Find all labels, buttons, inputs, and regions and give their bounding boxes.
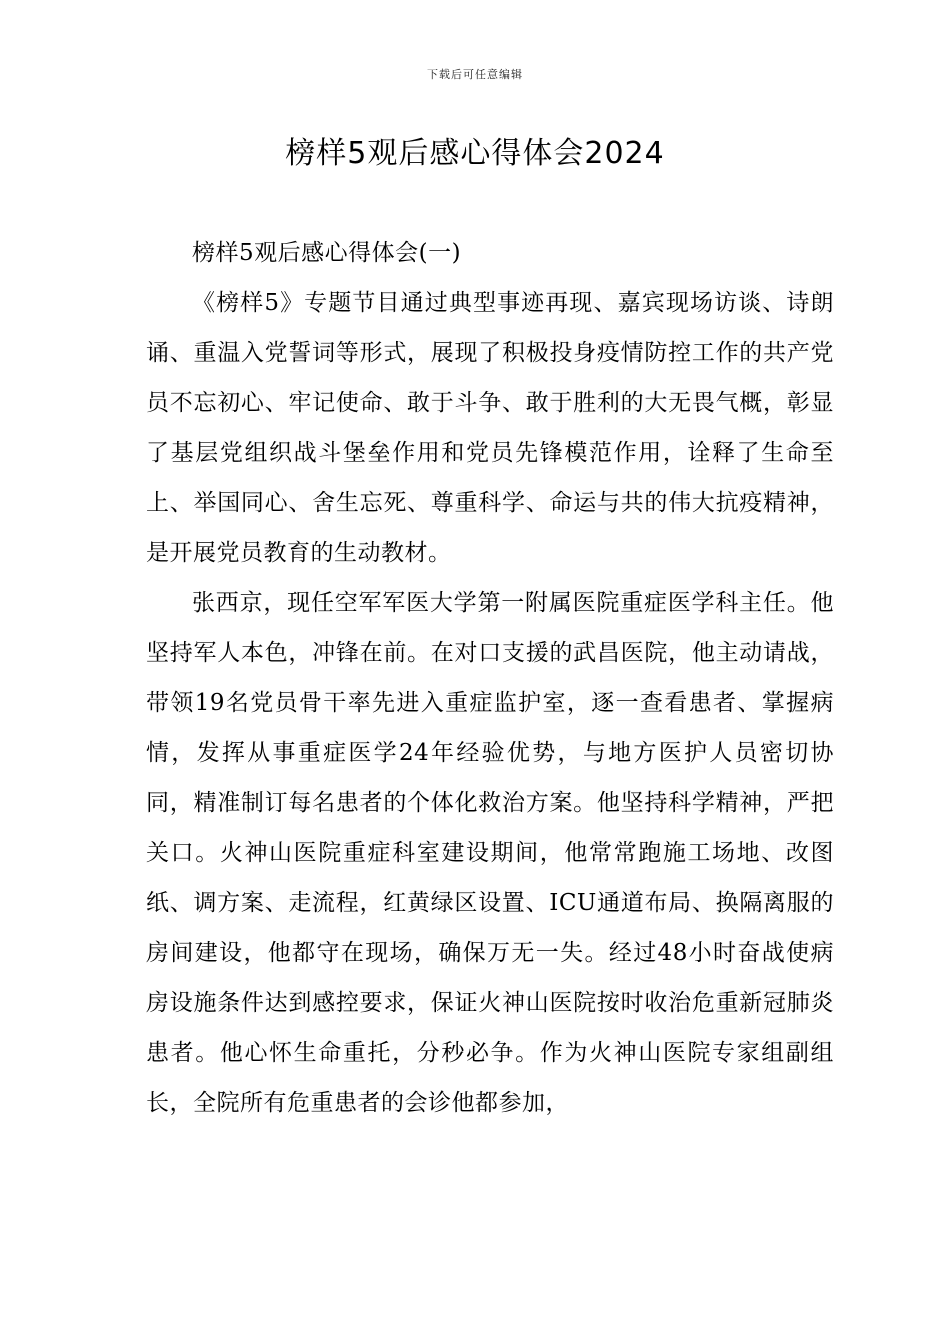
section-subtitle: 榜样5观后感心得体会(一) — [192, 240, 462, 266]
document-body — [146, 228, 834, 1128]
header-note: 下载后可任意编辑 — [427, 68, 523, 81]
body-paragraph-2: 张西京，现任空军军医大学第一附属医院重症医学科主任。他坚持军人本色，冲锋在前。在对口支援的武昌医院，他主动请战，带领19名党员骨干率先进入重症监护室，逐一查看患者、掌握病情，发挥从事重症医学24年经验优势，与地方医护人员密切协同，精准制订每名患者的个体化救治方案。他坚持科学精神，严把关口。火神山医院重症科室建设期间，他常常跑施工场地、改图纸、调方案、走流程，红黄绿区设置、ICU通道布局、换隔离服的房间建设，他都守在现场，确保万无一失。经过48小时奋战使病房设施条件达到感控要求，保证火神山医院按时收治危重新冠肺炎患者。他心怀生命重托，分秒必争。作为火神山医院专家组副组长，全院所有危重患者的会诊他都参加， — [146, 590, 834, 1116]
body-paragraph-1: 《榜样5》专题节目通过典型事迹再现、嘉宾现场访谈、诗朗诵、重温入党誓词等形式，展现了积极投身疫情防控工作的共产党员不忘初心、牢记使命、敢于斗争、敢于胜利的大无畏气概，彰显了基层党组织战斗堡垒作用和党员先锋模范作用，诠释了生命至上、举国同心、舍生忘死、尊重科学、命运与共的伟大抗疫精神，是开展党员教育的生动教材。 — [146, 290, 834, 566]
document-title: 榜样5观后感心得体会2024 — [285, 136, 665, 171]
